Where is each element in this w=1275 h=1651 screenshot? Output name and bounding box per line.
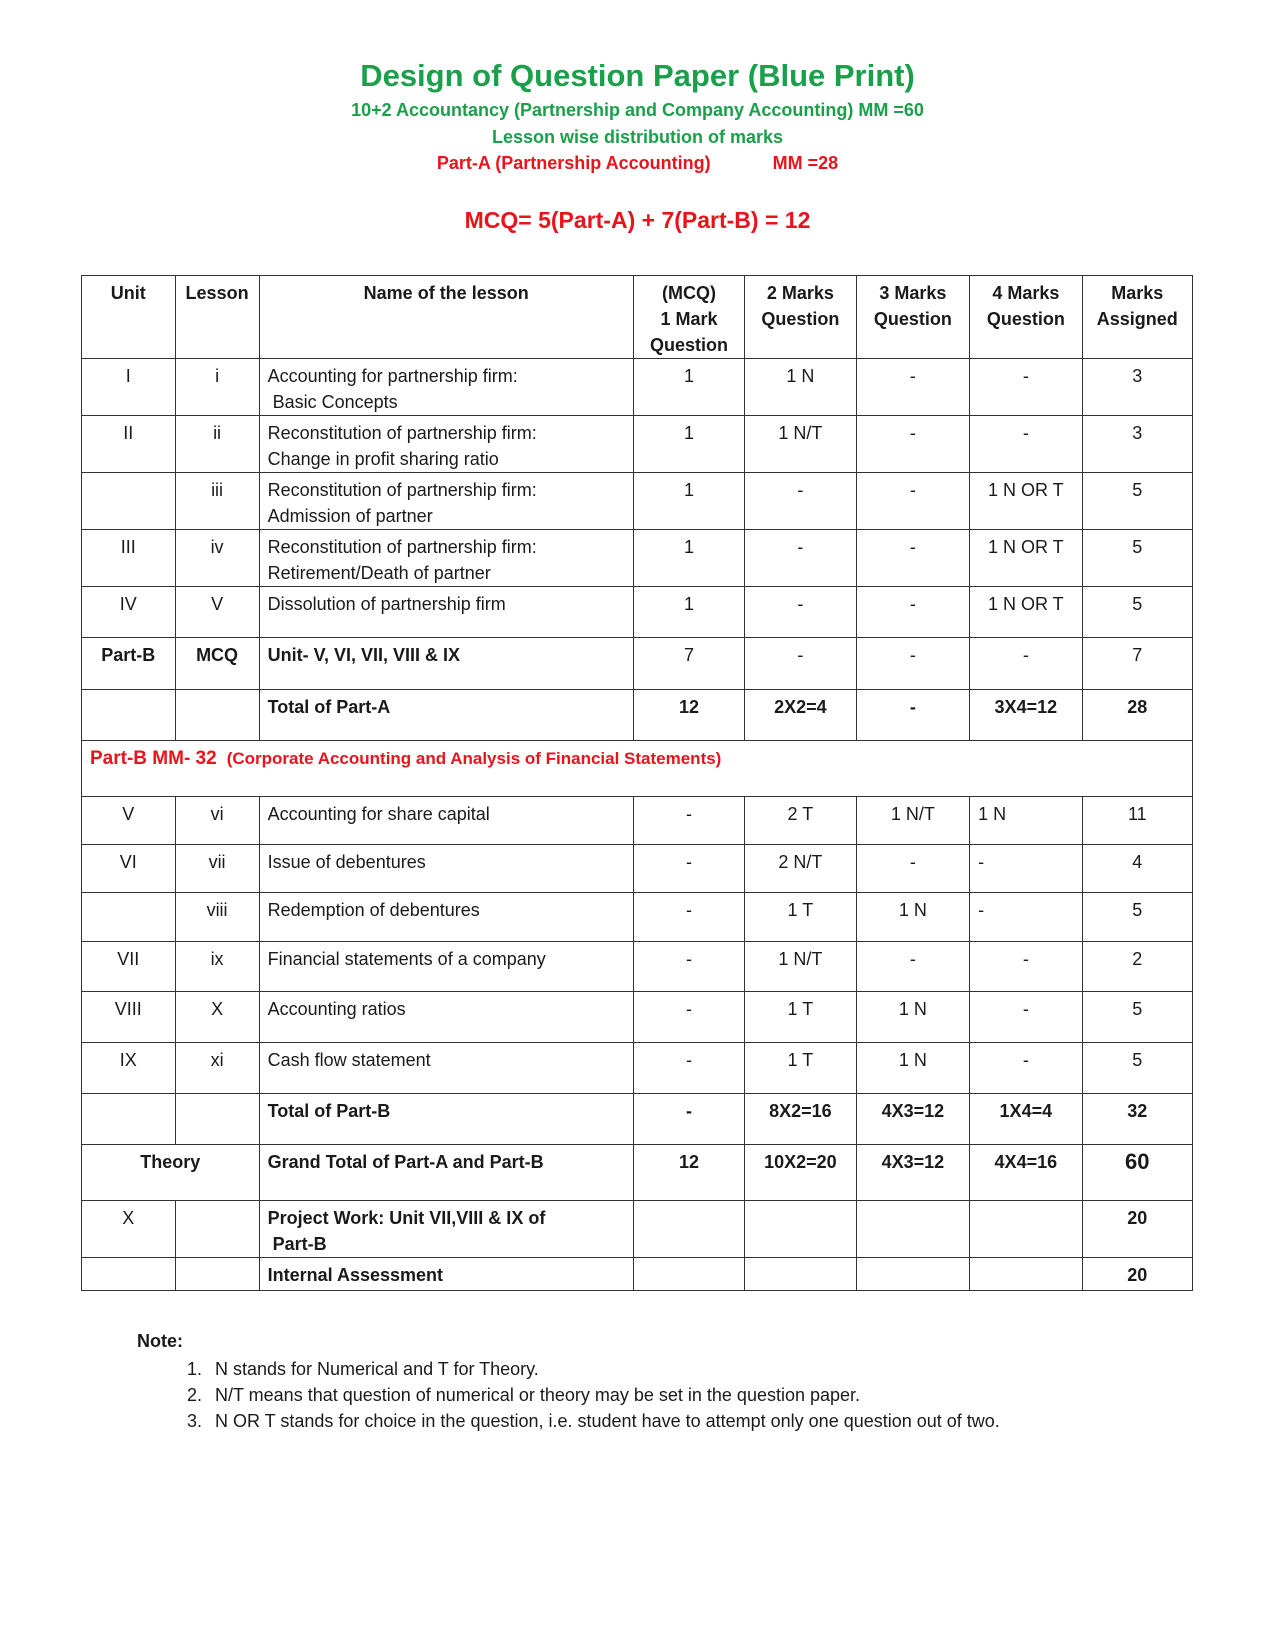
notes-list: [137, 1356, 1000, 1434]
marks-assigned-cell: 28: [1082, 690, 1192, 741]
lesson-name-cell: Total of Part-A: [259, 690, 633, 741]
lesson-cell: [175, 1258, 259, 1291]
four-marks-cell: -: [970, 416, 1082, 473]
header-line: Question: [649, 335, 728, 355]
two-marks-cell: 2 N/T: [745, 845, 856, 893]
lesson-cell: vii: [175, 845, 259, 893]
lesson-name-line: Retirement/Death of partner: [267, 563, 491, 583]
lesson-cell: ii: [175, 416, 259, 473]
marks-assigned-cell: 3: [1082, 359, 1192, 416]
lesson-cell: viii: [175, 893, 259, 942]
unit-cell: VII: [82, 942, 176, 992]
two-marks-cell: 2 T: [745, 797, 856, 845]
four-marks-cell: 4X4=16: [970, 1145, 1082, 1201]
internal-assessment-row: [82, 1258, 1193, 1291]
unit-cell: II: [82, 416, 176, 473]
two-marks-cell: -: [745, 638, 856, 690]
header-mcq: [633, 276, 744, 359]
header-line: Marks: [1111, 283, 1164, 303]
two-marks-cell: -: [745, 473, 856, 530]
lesson-name-cell: Total of Part-B: [259, 1094, 633, 1145]
three-marks-cell: [856, 1258, 970, 1291]
mcq-cell: -: [633, 893, 744, 942]
table-row: [82, 845, 1193, 893]
unit-cell: [82, 690, 176, 741]
notes-heading: Note:: [137, 1331, 183, 1351]
marks-assigned-cell: 5: [1082, 893, 1192, 942]
lesson-name-cell: Accounting for share capital: [259, 797, 633, 845]
subtitle-2: Lesson wise distribution of marks: [491, 127, 784, 147]
mcq-cell: 12: [633, 690, 744, 741]
part-b-banner: [82, 741, 1193, 797]
header-line: (MCQ): [661, 283, 716, 303]
lesson-name-cell: Issue of debentures: [259, 845, 633, 893]
unit-cell: [82, 1094, 176, 1145]
lesson-name-cell: Accounting ratios: [259, 992, 633, 1043]
mcq-cell: -: [633, 942, 744, 992]
lesson-cell: i: [175, 359, 259, 416]
blueprint-table: [81, 275, 1193, 1291]
unit-cell: [82, 1258, 176, 1291]
two-marks-cell: 10X2=20: [745, 1145, 856, 1201]
lesson-name-line: Accounting for partnership firm:: [267, 366, 518, 386]
three-marks-cell: -: [856, 416, 970, 473]
table-row: [82, 893, 1193, 942]
part-a-mm: MM =28: [772, 153, 839, 173]
note-item: 1. N stands for Numerical and T for Theory.: [207, 1356, 1000, 1382]
four-marks-cell: 1 N: [970, 797, 1082, 845]
two-marks-cell: 1 N/T: [745, 942, 856, 992]
header-unit: Unit: [82, 276, 176, 359]
lesson-name-line: Basic Concepts: [267, 392, 398, 412]
lesson-cell: iv: [175, 530, 259, 587]
lesson-cell: ix: [175, 942, 259, 992]
unit-cell: VI: [82, 845, 176, 893]
mcq-cell: -: [633, 797, 744, 845]
header-three-marks: [856, 276, 970, 359]
table-row: [82, 942, 1193, 992]
unit-cell: IX: [82, 1043, 176, 1094]
four-marks-cell: [970, 1258, 1082, 1291]
lesson-cell: V: [175, 587, 259, 638]
unit-cell: VIII: [82, 992, 176, 1043]
total-part-b-row: [82, 1094, 1193, 1145]
part-b-title: Part-B MM- 32: [90, 748, 217, 769]
part-b-mcq-row: [82, 638, 1193, 690]
three-marks-cell: 1 N: [856, 1043, 970, 1094]
header-line: 3 Marks: [879, 283, 947, 303]
header-line: Question: [761, 309, 840, 329]
four-marks-cell: 1X4=4: [970, 1094, 1082, 1145]
note-item: 2. N/T means that question of numerical or theory may be set in the question paper.: [207, 1382, 1000, 1408]
three-marks-cell: -: [856, 638, 970, 690]
two-marks-cell: -: [745, 587, 856, 638]
four-marks-cell: 1 N OR T: [970, 530, 1082, 587]
lesson-name-cell: Redemption of debentures: [259, 893, 633, 942]
marks-assigned-cell: 60: [1082, 1145, 1192, 1201]
mcq-cell: 1: [633, 359, 744, 416]
four-marks-cell: -: [970, 359, 1082, 416]
marks-assigned-cell: 32: [1082, 1094, 1192, 1145]
table-row: [82, 797, 1193, 845]
lesson-name-line: Dissolution of partnership firm: [267, 594, 506, 614]
marks-assigned-cell: 20: [1082, 1201, 1192, 1258]
two-marks-cell: [745, 1201, 856, 1258]
table-row: [82, 1043, 1193, 1094]
mcq-cell: -: [633, 992, 744, 1043]
unit-cell: V: [82, 797, 176, 845]
marks-assigned-cell: 3: [1082, 416, 1192, 473]
part-b-banner-row: [82, 741, 1193, 797]
four-marks-cell: -: [970, 638, 1082, 690]
mcq-cell: [633, 1258, 744, 1291]
lesson-cell: iii: [175, 473, 259, 530]
mcq-cell: 12: [633, 1145, 744, 1201]
four-marks-cell: -: [970, 942, 1082, 992]
three-marks-cell: 1 N: [856, 893, 970, 942]
header-line: 2 Marks: [766, 283, 834, 303]
two-marks-cell: 1 T: [745, 893, 856, 942]
lesson-name-line: Part-B: [267, 1234, 327, 1254]
lesson-name-cell: Grand Total of Part-A and Part-B: [259, 1145, 633, 1201]
two-marks-cell: 1 T: [745, 992, 856, 1043]
table-row: [82, 587, 1193, 638]
two-marks-cell: [745, 1258, 856, 1291]
mcq-cell: 1: [633, 473, 744, 530]
marks-assigned-cell: 20: [1082, 1258, 1192, 1291]
page-title: Design of Question Paper (Blue Print): [360, 58, 915, 93]
three-marks-cell: -: [856, 587, 970, 638]
grand-total-row: [82, 1145, 1193, 1201]
lesson-name-line: Admission of partner: [267, 506, 433, 526]
lesson-name-cell: [259, 359, 633, 416]
three-marks-cell: -: [856, 690, 970, 741]
four-marks-cell: -: [970, 845, 1082, 893]
unit-cell: III: [82, 530, 176, 587]
project-work-row: [82, 1201, 1193, 1258]
table-row: [82, 416, 1193, 473]
lesson-name-cell: [259, 416, 633, 473]
unit-cell: [82, 473, 176, 530]
marks-assigned-cell: 5: [1082, 587, 1192, 638]
marks-assigned-cell: 11: [1082, 797, 1192, 845]
header-line: Assigned: [1096, 309, 1178, 329]
two-marks-cell: 2X2=4: [745, 690, 856, 741]
lesson-name-line: Project Work: Unit VII,VIII & IX of: [267, 1208, 546, 1228]
mcq-cell: -: [633, 1094, 744, 1145]
lesson-name-cell: Cash flow statement: [259, 1043, 633, 1094]
mcq-cell: 1: [633, 416, 744, 473]
two-marks-cell: 8X2=16: [745, 1094, 856, 1145]
two-marks-cell: 1 T: [745, 1043, 856, 1094]
header-row: [82, 276, 1193, 359]
marks-assigned-cell: 5: [1082, 530, 1192, 587]
header-lesson: Lesson: [175, 276, 259, 359]
three-marks-cell: 4X3=12: [856, 1094, 970, 1145]
lesson-name-line: Reconstitution of partnership firm:: [267, 480, 537, 500]
lesson-cell: [175, 1201, 259, 1258]
three-marks-cell: 1 N/T: [856, 797, 970, 845]
lesson-cell: [175, 1094, 259, 1145]
mcq-cell: -: [633, 845, 744, 893]
marks-assigned-cell: 5: [1082, 473, 1192, 530]
mcq-cell: [633, 1201, 744, 1258]
lesson-cell: MCQ: [175, 638, 259, 690]
part-a-heading: [0, 153, 1275, 174]
four-marks-cell: -: [970, 992, 1082, 1043]
lesson-name-cell: [259, 587, 633, 638]
lesson-name-cell: Unit- V, VI, VII, VIII & IX: [259, 638, 633, 690]
header-line: Question: [986, 309, 1065, 329]
lesson-name-cell: [259, 473, 633, 530]
header-line: 1 Mark: [660, 309, 718, 329]
lesson-name-cell: [259, 530, 633, 587]
unit-cell: IV: [82, 587, 176, 638]
part-b-description: (Corporate Accounting and Analysis of Financial Statements): [226, 749, 722, 768]
lesson-name-line: Change in profit sharing ratio: [267, 449, 499, 469]
subtitle: 10+2 Accountancy (Partnership and Company Accounting) MM =60: [351, 100, 924, 120]
lesson-name-line: Reconstitution of partnership firm:: [267, 423, 537, 443]
three-marks-cell: -: [856, 942, 970, 992]
mcq-summary: MCQ= 5(Part-A) + 7(Part-B) = 12: [464, 207, 811, 233]
two-marks-cell: 1 N/T: [745, 416, 856, 473]
lesson-name-line: Reconstitution of partnership firm:: [267, 537, 537, 557]
marks-assigned-cell: 4: [1082, 845, 1192, 893]
mcq-cell: 1: [633, 587, 744, 638]
marks-assigned-cell: 2: [1082, 942, 1192, 992]
table-row: [82, 473, 1193, 530]
three-marks-cell: 1 N: [856, 992, 970, 1043]
three-marks-cell: [856, 1201, 970, 1258]
unit-cell: [82, 893, 176, 942]
lesson-cell: xi: [175, 1043, 259, 1094]
four-marks-cell: 1 N OR T: [970, 473, 1082, 530]
header-marks-assigned: [1082, 276, 1192, 359]
table-row: [82, 530, 1193, 587]
part-a-label: Part-A (Partnership Accounting): [436, 153, 711, 173]
three-marks-cell: -: [856, 845, 970, 893]
three-marks-cell: -: [856, 473, 970, 530]
mcq-cell: 7: [633, 638, 744, 690]
total-part-a-row: [82, 690, 1193, 741]
unit-cell: X: [82, 1201, 176, 1258]
three-marks-cell: 4X3=12: [856, 1145, 970, 1201]
notes: [137, 1328, 1000, 1434]
lesson-cell: vi: [175, 797, 259, 845]
four-marks-cell: 3X4=12: [970, 690, 1082, 741]
marks-assigned-cell: 7: [1082, 638, 1192, 690]
two-marks-cell: -: [745, 530, 856, 587]
three-marks-cell: -: [856, 530, 970, 587]
table-row: [82, 359, 1193, 416]
four-marks-cell: -: [970, 893, 1082, 942]
header-line: Question: [873, 309, 952, 329]
header-four-marks: [970, 276, 1082, 359]
lesson-cell: [175, 690, 259, 741]
lesson-name-cell: Internal Assessment: [259, 1258, 633, 1291]
table-row: [82, 992, 1193, 1043]
header-two-marks: [745, 276, 856, 359]
four-marks-cell: [970, 1201, 1082, 1258]
theory-label: Theory: [82, 1145, 260, 1201]
note-item: 3. N OR T stands for choice in the question, i.e. student have to attempt only one question out of two.: [207, 1408, 1000, 1434]
four-marks-cell: 1 N OR T: [970, 587, 1082, 638]
four-marks-cell: -: [970, 1043, 1082, 1094]
unit-cell: I: [82, 359, 176, 416]
three-marks-cell: -: [856, 359, 970, 416]
marks-assigned-cell: 5: [1082, 992, 1192, 1043]
mcq-cell: -: [633, 1043, 744, 1094]
marks-assigned-cell: 5: [1082, 1043, 1192, 1094]
header-name: Name of the lesson: [259, 276, 633, 359]
lesson-cell: X: [175, 992, 259, 1043]
mcq-cell: 1: [633, 530, 744, 587]
lesson-name-cell: Financial statements of a company: [259, 942, 633, 992]
two-marks-cell: 1 N: [745, 359, 856, 416]
header-line: 4 Marks: [992, 283, 1060, 303]
unit-cell: Part-B: [82, 638, 176, 690]
lesson-name-cell: [259, 1201, 633, 1258]
